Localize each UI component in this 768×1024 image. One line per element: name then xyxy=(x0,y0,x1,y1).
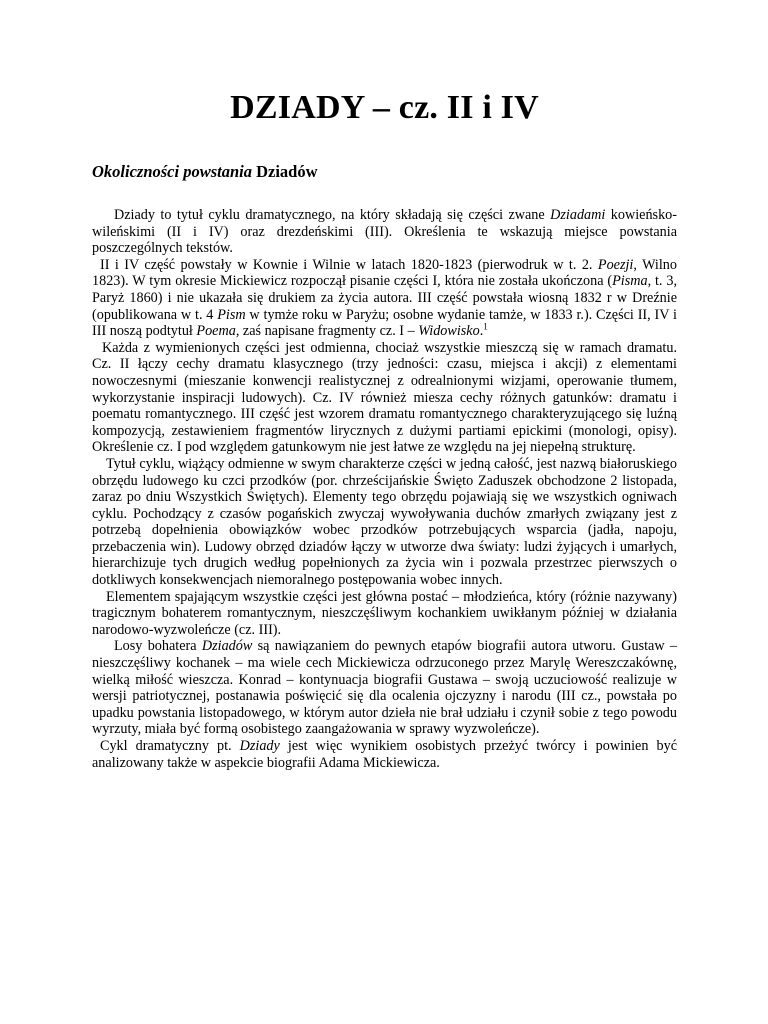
text-run: w tymże roku w Paryżu; osobne wydanie tamże, w 1833 r.). Części II, IV i III noszą podtytuł xyxy=(92,306,677,340)
text-run: kowieńsko-wileńskimi (II i IV) oraz drezdeńskimi (III). Określenia te wskazują miejsce powstania poszczególnych tekstów. xyxy=(92,207,677,257)
footnote-marker: 1 xyxy=(483,321,488,332)
document-page xyxy=(92,0,677,771)
section-heading-plain: Dziadów xyxy=(256,162,318,181)
text-run: Każda z wymienionych części jest odmienna, chociaż wszystkie mieszczą się w ramach dramatu. Cz. II łączy cechy dramatu klasycznego (trzy jedności: czasu, miejsca i akcji) z elementami nowoczesnymi (mieszanie konwencji realistycznej z odrealnionymi wizjami, operowanie tłumem, wykorzystanie inspiracji ludowych). Cz. IV również miesza cechy różnych gatunków: dramatu i poematu romantycznego. III część jest wzorem dramatu romantycznego charakteryzującego się luźną kompozycją, zestawieniem fragmentów lirycznych z dużymi partiami epickimi (monologi, opisy). Określenie cz. I pod względem gatunkowym nie jest łatwe ze względu na jej niepełną strukturę. xyxy=(92,339,677,456)
text-run: II i IV część powstały w Kownie i Wilnie w latach 1820-1823 (pierwodruk w t. 2. xyxy=(100,256,598,273)
text-run: , Wilno 1823). W tym okresie Mickiewicz rozpoczął pisanie części I, która nie została ukończona ( xyxy=(92,256,677,290)
text-run: . xyxy=(479,323,484,340)
italic-text: Poezji xyxy=(597,256,634,273)
text-run: , t. 3, Paryż 1860) i nie ukazała się drukiem za życia autora. III część powstała wiosną 1832 r w Dreźnie (opublikowana w t. 4 xyxy=(92,273,677,323)
text-run: Losy bohatera xyxy=(114,638,202,655)
italic-text: Dziady xyxy=(239,738,280,754)
text-run: jest więc wynikiem osobistych przeżyć twórcy i powinien być analizowany także w aspekcie biografii Adama Mickiewicza. xyxy=(92,738,677,771)
paragraph xyxy=(92,638,677,738)
text-run: Tytuł cyklu, wiążący odmienne w swym charakterze części w jedną całość, jest nazwą białoruskiego obrzędu ludowego ku czci przodków (por. chrześcijańskie Święto Zaduszek obchodzone 2 listopada, zaraz po dniu Wszystkich Świętych). Elementy tego obrzędu pojawiają się we wszystkich ogniwach cyklu. Pochodzący z czasów pogańskich zwyczaj wywoływania duchów zmarłych związany jest z potrzebą dopełnienia obowiązków wobec przodków potrzebujących wsparcia (jadła, napoju, przebaczenia win). Ludowy obrzęd dziadów łączy w utworze dwa światy: ludzi żyjących i umarłych, hierarchizuje tych drugich według popełnionych za życia win i pozwala przestrzec pierwszych o dotkliwych konsekwencjach niemoralnego postępowania wobec innych. xyxy=(92,455,677,589)
italic-text: Pisma xyxy=(612,273,648,290)
italic-text: Poema xyxy=(196,323,236,340)
italic-text: Pism xyxy=(217,306,246,323)
text-run: są nawiązaniem do pewnych etapów biografii autora utworu. Gustaw – nieszczęśliwy kochanek – ma wiele cech Mickiewicza odrzuconego przez Marylę Wereszczakównę, wielką miłość wieszcza. Konrad – kontynuacja biografii Gustawa – swoją uczuciowość realizuje w wersji patriotycznej, postanawia poświęcić się dla ocalenia ojczyzny i narodu (III cz., powstała po upadku powstania listopadowego, w którym autor dzieła nie brał udziału i czynił sobie z tego powodu wyrzuty, miała być formą osobistego zaangażowania w sprawy wyzwoleńcze). xyxy=(92,638,677,738)
text-run: , zaś napisane fragmenty cz. I – xyxy=(235,323,419,340)
paragraph xyxy=(92,456,677,589)
text-run: Dziady to tytuł cyklu dramatycznego, na który składają się części zwane xyxy=(114,207,551,223)
section-heading xyxy=(92,162,677,182)
paragraph xyxy=(92,589,677,639)
italic-text: Widowisko xyxy=(418,323,480,340)
document-body xyxy=(92,207,677,771)
section-heading-italic: Okoliczności powstania xyxy=(92,162,252,181)
paragraph xyxy=(92,738,677,771)
italic-text: Dziadami xyxy=(550,207,606,223)
text-run: Elementem spajającym wszystkie części jest główna postać – młodzieńca, który (różnie nazywany) tragicznym bohaterem romantycznym, nieszczęśliwym kochankiem uwikłanym później w działania narodowo-wyzwoleńcze (cz. III). xyxy=(92,588,677,638)
paragraph xyxy=(92,257,677,340)
paragraph xyxy=(92,340,677,456)
text-run: Cykl dramatyczny pt. xyxy=(100,738,240,754)
paragraph xyxy=(92,207,677,257)
italic-text: Dziadów xyxy=(201,638,253,655)
document-title: DZIADY – cz. II i IV xyxy=(230,89,539,126)
